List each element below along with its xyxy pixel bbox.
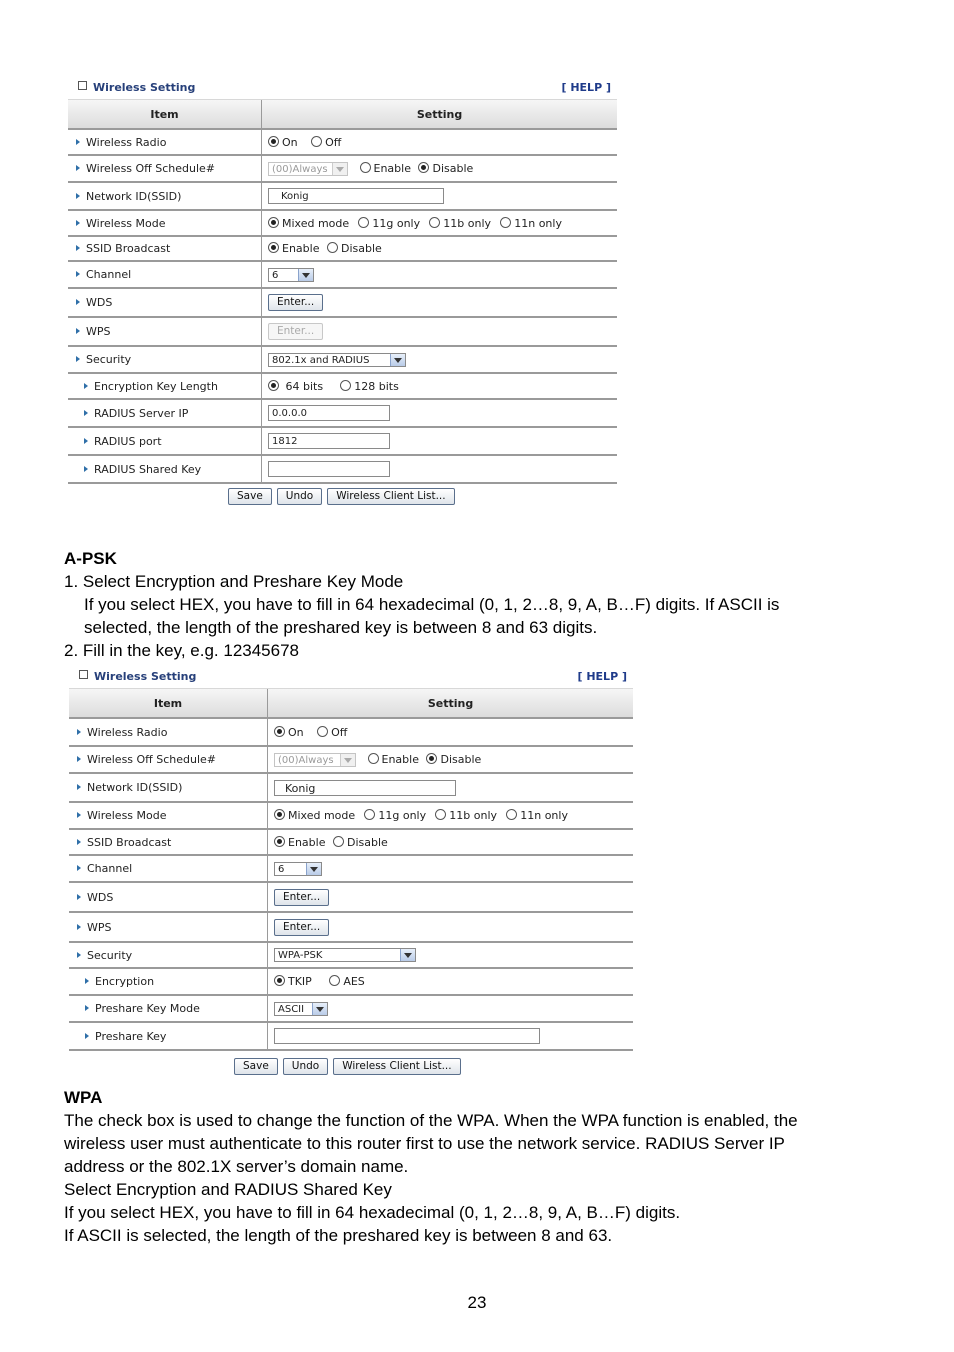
row-label: Network ID(SSID) xyxy=(87,781,183,794)
table-row xyxy=(69,882,633,912)
radio-on[interactable] xyxy=(268,136,279,147)
arrow-right-icon xyxy=(76,328,80,334)
column-header-setting: Setting xyxy=(262,100,618,129)
table-row xyxy=(69,773,633,802)
arrow-right-icon xyxy=(76,193,80,199)
row-label: WDS xyxy=(86,296,113,309)
ssid-input[interactable]: Konig xyxy=(268,188,444,204)
arrow-right-icon xyxy=(84,438,88,444)
row-label: RADIUS port xyxy=(94,434,162,448)
row-label: WPS xyxy=(86,325,111,338)
row-label: Security xyxy=(86,353,132,366)
wpa-line-6: If ASCII is selected, the length of the preshared key is between 8 and 63. xyxy=(64,1226,613,1245)
wireless-setting-panel-1 xyxy=(68,77,617,484)
chevron-down-icon xyxy=(340,754,355,766)
row-label: SSID Broadcast xyxy=(86,242,171,255)
wps-enter-button[interactable]: Enter... xyxy=(274,919,329,936)
preshare-key-mode-select[interactable]: ASCII xyxy=(274,1002,328,1016)
row-label: Encryption xyxy=(95,975,155,988)
radio-11b-only[interactable] xyxy=(429,217,440,228)
channel-select[interactable]: 6 xyxy=(274,862,322,876)
row-label: Channel xyxy=(87,862,133,875)
preshare-key-input[interactable] xyxy=(274,1028,540,1044)
arrow-right-icon xyxy=(76,139,80,145)
row-label: Encryption Key Length xyxy=(94,379,218,393)
radio-broadcast-disable[interactable] xyxy=(333,836,344,847)
radio-128-bits[interactable] xyxy=(340,380,351,391)
arrow-right-icon xyxy=(84,383,88,389)
row-label: WPS xyxy=(87,920,112,934)
table-row: Wireless Off Schedule# (00)Always Enable Disable xyxy=(68,155,617,182)
table-row xyxy=(68,455,617,483)
security-select[interactable]: 802.1x and RADIUS xyxy=(268,353,406,367)
table-row xyxy=(68,427,617,455)
wireless-client-list-button[interactable]: Wireless Client List... xyxy=(327,488,454,505)
panel-square-icon xyxy=(78,81,87,90)
panel-title: Wireless Setting xyxy=(93,81,196,94)
radio-11g-only[interactable] xyxy=(358,217,369,228)
table-row xyxy=(69,855,633,882)
arrow-right-icon xyxy=(77,894,81,900)
chevron-down-icon xyxy=(306,863,321,875)
arrow-right-icon xyxy=(77,865,81,871)
radio-aes[interactable] xyxy=(329,975,340,986)
chevron-down-icon xyxy=(298,269,313,281)
arrow-right-icon xyxy=(84,466,88,472)
arrow-right-icon xyxy=(77,839,81,845)
wpa-line-2: wireless user must authenticate to this router first to use the network service. RADIUS Server IP xyxy=(64,1134,785,1153)
arrow-right-icon xyxy=(76,271,80,277)
wpa-line-4: Select Encryption and RADIUS Shared Key xyxy=(64,1180,392,1199)
radio-on[interactable] xyxy=(274,726,285,737)
arrow-right-icon xyxy=(77,784,81,790)
radio-broadcast-enable[interactable] xyxy=(268,242,279,253)
row-label: Wireless Mode xyxy=(87,809,167,822)
radio-mixed-mode[interactable] xyxy=(268,217,279,228)
table-row: SSID Broadcast Enable Disable xyxy=(68,236,617,261)
chevron-down-icon xyxy=(332,163,347,175)
radio-64-bits[interactable] xyxy=(268,380,279,391)
table-row xyxy=(68,261,617,288)
radio-off[interactable] xyxy=(311,136,322,147)
channel-select[interactable]: 6 xyxy=(268,268,314,282)
table-row xyxy=(69,942,633,968)
apsk-step1-detail-a: If you select HEX, you have to fill in 64 hexadecimal (0, 1, 2…8, 9, A, B…F) digits. If ASCII is xyxy=(84,595,780,614)
table-row xyxy=(68,288,617,317)
radius-shared-key-input[interactable] xyxy=(268,461,390,477)
help-link[interactable]: [ HELP ] xyxy=(577,670,627,683)
arrow-right-icon xyxy=(85,1033,89,1039)
wpa-line-3: address or the 802.1X server’s domain name. xyxy=(64,1157,409,1176)
panel-title-bar xyxy=(68,77,617,100)
arrow-right-icon xyxy=(84,410,88,416)
save-button[interactable]: Save xyxy=(228,488,272,505)
table-row: Wireless Radio On Off xyxy=(69,718,633,746)
security-select[interactable]: WPA-PSK xyxy=(274,948,416,962)
wpa-heading: WPA xyxy=(64,1088,103,1107)
row-label: Wireless Off Schedule# xyxy=(86,162,216,175)
radio-broadcast-disable[interactable] xyxy=(327,242,338,253)
radio-11n-only[interactable] xyxy=(506,809,517,820)
undo-button[interactable]: Undo xyxy=(283,1058,328,1075)
wpa-line-1: The check box is used to change the function of the WPA. When the WPA function is enabled, the xyxy=(64,1111,798,1130)
apsk-step2: 2. Fill in the key, e.g. 12345678 xyxy=(64,641,300,660)
schedule-select: (00)Always xyxy=(268,162,348,176)
wps-enter-button: Enter... xyxy=(268,323,323,340)
save-button[interactable]: Save xyxy=(234,1058,278,1075)
radio-enable[interactable] xyxy=(360,162,371,173)
row-label: RADIUS Shared Key xyxy=(94,462,202,476)
wds-enter-button[interactable]: Enter... xyxy=(268,294,323,311)
schedule-select: (00)Always xyxy=(274,753,356,767)
table-row: SSID Broadcast Enable Disable xyxy=(69,829,633,855)
arrow-right-icon xyxy=(76,356,80,362)
panel1-button-row xyxy=(228,488,460,505)
row-label: Preshare Key xyxy=(95,1029,167,1043)
table-row: Wireless Mode Mixed mode 11g only 11b only 11n only xyxy=(69,802,633,829)
table-row xyxy=(68,346,617,373)
ssid-input[interactable]: Konig xyxy=(274,780,456,796)
row-label: Wireless Radio xyxy=(86,135,167,149)
table-row xyxy=(69,912,633,942)
row-label: Wireless Off Schedule# xyxy=(87,753,217,766)
arrow-right-icon xyxy=(77,952,81,958)
radio-11n-only[interactable] xyxy=(500,217,511,228)
radio-enable[interactable] xyxy=(368,753,379,764)
table-row xyxy=(68,317,617,346)
table-row xyxy=(68,182,617,210)
radio-mixed-mode[interactable] xyxy=(274,809,285,820)
radio-off[interactable] xyxy=(317,726,328,737)
table-row xyxy=(69,995,633,1022)
chevron-down-icon xyxy=(400,949,415,961)
table-row: Encryption TKIP AES xyxy=(69,968,633,995)
chevron-down-icon xyxy=(312,1003,327,1015)
panel2-button-row xyxy=(234,1058,466,1075)
table-row: Wireless Radio On Off xyxy=(68,129,617,155)
row-label: SSID Broadcast xyxy=(87,835,172,849)
row-label: RADIUS Server IP xyxy=(94,406,189,420)
apsk-step1-detail-b: selected, the length of the preshared key is between 8 and 63 digits. xyxy=(84,618,598,637)
column-header-item: Item xyxy=(69,689,268,718)
wpa-section xyxy=(64,1086,894,1247)
arrow-right-icon xyxy=(77,729,81,735)
column-header-setting: Setting xyxy=(268,689,634,718)
radio-11b-only[interactable] xyxy=(435,809,446,820)
apsk-step1: 1. Select Encryption and Preshare Key Mode xyxy=(64,572,404,591)
row-label: Wireless Radio xyxy=(87,725,168,739)
panel-title-bar xyxy=(69,666,633,689)
radio-tkip[interactable] xyxy=(274,975,285,986)
table-row xyxy=(69,1022,633,1050)
panel-square-icon xyxy=(79,670,88,679)
wireless-setting-panel-2 xyxy=(69,666,633,1051)
arrow-right-icon xyxy=(77,812,81,818)
radio-disable[interactable] xyxy=(418,162,429,173)
wireless-client-list-button[interactable]: Wireless Client List... xyxy=(333,1058,460,1075)
radius-port-input[interactable]: 1812 xyxy=(268,433,390,449)
help-link[interactable]: [ HELP ] xyxy=(561,81,611,94)
radius-server-ip-input[interactable]: 0.0.0.0 xyxy=(268,405,390,421)
row-label: Security xyxy=(87,948,133,962)
column-header-item: Item xyxy=(68,100,262,129)
table-row: Encryption Key Length 64 bits 128 bits xyxy=(68,373,617,399)
page-number: 23 xyxy=(467,1293,487,1312)
settings-table xyxy=(69,689,633,1051)
apsk-section xyxy=(64,547,884,662)
row-label: Wireless Mode xyxy=(86,216,166,230)
arrow-right-icon xyxy=(76,165,80,171)
arrow-right-icon xyxy=(76,245,80,251)
settings-table xyxy=(68,100,617,484)
row-label: Channel xyxy=(86,268,132,281)
wpa-line-5: If you select HEX, you have to fill in 64 hexadecimal (0, 1, 2…8, 9, A, B…F) digits. xyxy=(64,1203,681,1222)
table-row: Wireless Off Schedule# (00)Always Enable Disable xyxy=(69,746,633,773)
apsk-heading: A-PSK xyxy=(64,549,117,568)
wds-enter-button[interactable]: Enter... xyxy=(274,889,329,906)
arrow-right-icon xyxy=(76,299,80,305)
chevron-down-icon xyxy=(390,354,405,366)
arrow-right-icon xyxy=(85,1005,89,1011)
arrow-right-icon xyxy=(77,756,81,762)
arrow-right-icon xyxy=(77,924,81,930)
row-label: WDS xyxy=(87,890,114,904)
arrow-right-icon xyxy=(85,978,89,984)
radio-broadcast-enable[interactable] xyxy=(274,836,285,847)
undo-button[interactable]: Undo xyxy=(277,488,322,505)
radio-11g-only[interactable] xyxy=(364,809,375,820)
radio-disable[interactable] xyxy=(426,753,437,764)
table-row xyxy=(68,399,617,427)
panel-title: Wireless Setting xyxy=(94,670,197,683)
table-row: Wireless Mode Mixed mode 11g only 11b only 11n only xyxy=(68,210,617,236)
row-label: Network ID(SSID) xyxy=(86,189,182,203)
arrow-right-icon xyxy=(76,220,80,226)
row-label: Preshare Key Mode xyxy=(95,1002,200,1015)
